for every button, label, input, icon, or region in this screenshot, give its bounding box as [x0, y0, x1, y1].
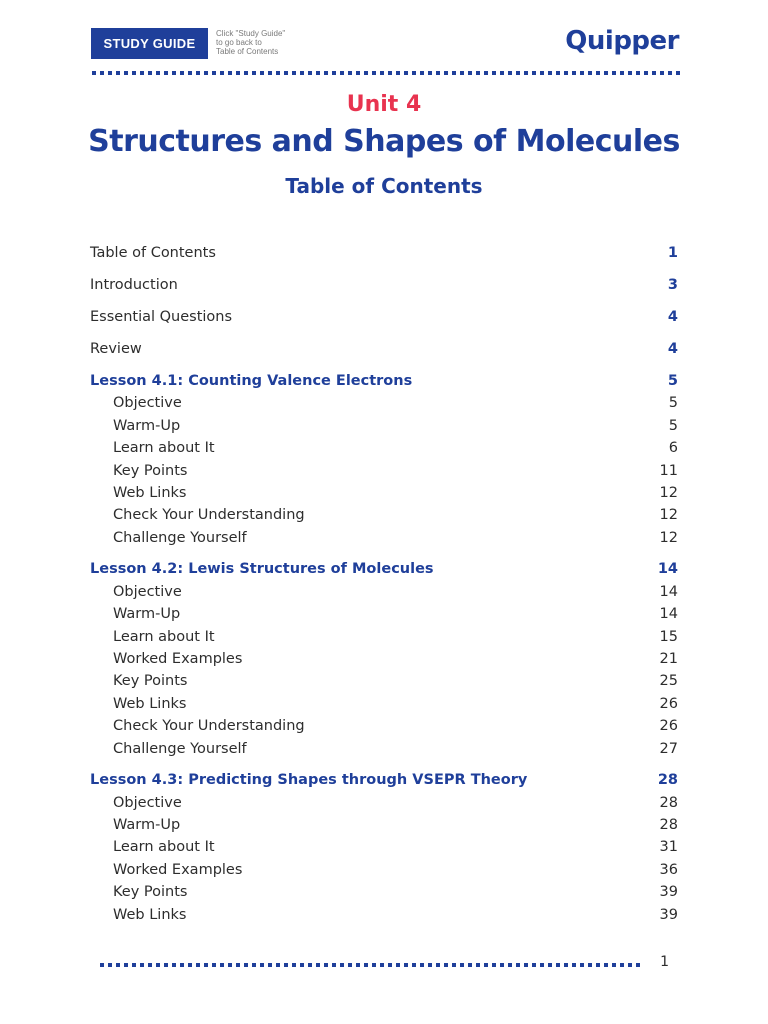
- toc-sub-entry[interactable]: [90, 392, 678, 414]
- toc-entry-page: 26: [659, 695, 678, 712]
- toc-entry-label: Warm-Up: [113, 816, 181, 833]
- page-title: Structures and Shapes of Molecules: [88, 124, 680, 159]
- toc-sub-entry[interactable]: [90, 415, 678, 437]
- toc-entry[interactable]: [90, 306, 678, 328]
- toc-entry-label: Table of Contents: [90, 245, 216, 261]
- toc-entry-page: 12: [659, 507, 678, 524]
- toc-entry[interactable]: [90, 242, 678, 264]
- toc-entry-page: 4: [667, 341, 678, 357]
- toc-entry-label: Objective: [113, 794, 182, 811]
- toc-entry-page: 14: [659, 583, 678, 600]
- toc-entry-page: 6: [668, 440, 678, 457]
- toc-entry-label: Check Your Understanding: [113, 718, 305, 735]
- toc-entry-label: Key Points: [113, 462, 188, 479]
- toc-entry-label: Review: [90, 341, 142, 357]
- toc-lesson-heading[interactable]: [90, 558, 678, 580]
- toc-entry-page: 14: [659, 606, 678, 623]
- toc-entry-page: 28: [659, 816, 678, 833]
- toc-entry-label: Web Links: [113, 485, 187, 502]
- study-guide-hint: Click "Study Guide" to go back to Table of Contents: [216, 29, 286, 56]
- toc-sub-entry[interactable]: [90, 904, 678, 926]
- toc-entry-label: Essential Questions: [90, 309, 233, 325]
- toc-entry-page: 12: [659, 529, 678, 546]
- toc-entry-page: 21: [659, 650, 678, 667]
- toc-entry-label: Challenge Yourself: [113, 529, 247, 546]
- toc-entry-page: 28: [659, 794, 678, 811]
- toc-entry-page: 12: [659, 485, 678, 502]
- toc-entry-label: Lesson 4.2: Lewis Structures of Molecules: [90, 561, 434, 578]
- toc-sub-entry[interactable]: [90, 648, 678, 670]
- page-header: [0, 0, 768, 80]
- toc-entry-page: 39: [659, 906, 678, 923]
- toc-sub-entry[interactable]: [90, 581, 678, 603]
- toc-entry-page: 5: [668, 417, 678, 434]
- page-number: 1: [660, 954, 669, 970]
- toc-entry-page: 1: [667, 245, 678, 261]
- toc-sub-entry[interactable]: [90, 715, 678, 737]
- toc-entry-label: Warm-Up: [113, 606, 181, 623]
- toc-sub-entry[interactable]: [90, 693, 678, 715]
- toc-entry-label: Introduction: [90, 277, 178, 293]
- footer-divider: [100, 963, 641, 967]
- toc-entry-label: Web Links: [113, 906, 187, 923]
- toc-entry[interactable]: [90, 338, 678, 360]
- toc-entry-page: 27: [659, 740, 678, 757]
- toc-sub-entry[interactable]: [90, 670, 678, 692]
- toc-entry-page: 28: [657, 772, 678, 789]
- toc-entry-page: 26: [659, 718, 678, 735]
- toc-sub-entry[interactable]: [90, 814, 678, 836]
- toc-sub-entry[interactable]: [90, 792, 678, 814]
- header-divider: [92, 71, 680, 75]
- toc-entry-label: Learn about It: [113, 839, 215, 856]
- toc-entry-page: 11: [659, 462, 678, 479]
- toc-entry-label: Learn about It: [113, 440, 215, 457]
- toc-lesson-heading[interactable]: [90, 370, 678, 392]
- toc-sub-entry[interactable]: [90, 859, 678, 881]
- toc-sub-entry[interactable]: [90, 504, 678, 526]
- table-of-contents: [90, 242, 678, 935]
- toc-sub-entry[interactable]: [90, 527, 678, 549]
- toc-entry-page: 31: [659, 839, 678, 856]
- toc-entry-page: 14: [657, 561, 678, 578]
- toc-sub-entry[interactable]: [90, 738, 678, 760]
- toc-entry-label: Key Points: [113, 673, 188, 690]
- toc-entry-label: Objective: [113, 395, 182, 412]
- toc-entry-page: 5: [667, 373, 678, 389]
- toc-entry-page: 39: [659, 884, 678, 901]
- toc-entry-label: Objective: [113, 583, 182, 600]
- toc-sub-entry[interactable]: [90, 881, 678, 903]
- toc-entry-label: Lesson 4.3: Predicting Shapes through VSEPR Theory: [90, 772, 528, 789]
- toc-entry-page: 5: [668, 395, 678, 412]
- toc-entry-label: Lesson 4.1: Counting Valence Electrons: [90, 373, 413, 389]
- toc-entry-page: 15: [659, 628, 678, 645]
- toc-sub-entry[interactable]: [90, 626, 678, 648]
- toc-entry-label: Check Your Understanding: [113, 507, 305, 524]
- toc-entry-label: Learn about It: [113, 628, 215, 645]
- toc-heading: Table of Contents: [285, 174, 483, 198]
- toc-entry-label: Warm-Up: [113, 417, 181, 434]
- toc-lesson-heading[interactable]: [90, 769, 678, 791]
- toc-entry-label: Worked Examples: [113, 861, 243, 878]
- toc-entry-label: Key Points: [113, 884, 188, 901]
- toc-sub-entry[interactable]: [90, 482, 678, 504]
- toc-sub-entry[interactable]: [90, 437, 678, 459]
- toc-entry-page: 4: [667, 309, 678, 325]
- toc-entry-page: 3: [667, 277, 678, 293]
- toc-sub-entry[interactable]: [90, 460, 678, 482]
- toc-sub-entry[interactable]: [90, 603, 678, 625]
- toc-entry-page: 25: [659, 673, 678, 690]
- toc-entry-label: Worked Examples: [113, 650, 243, 667]
- toc-entry-label: Web Links: [113, 695, 187, 712]
- unit-label: Unit 4: [346, 92, 422, 117]
- quipper-logo: Quipper: [565, 26, 679, 56]
- toc-entry[interactable]: [90, 274, 678, 296]
- toc-entry-label: Challenge Yourself: [113, 740, 247, 757]
- toc-sub-entry[interactable]: [90, 836, 678, 858]
- toc-entry-page: 36: [659, 861, 678, 878]
- study-guide-button[interactable]: STUDY GUIDE: [91, 28, 208, 59]
